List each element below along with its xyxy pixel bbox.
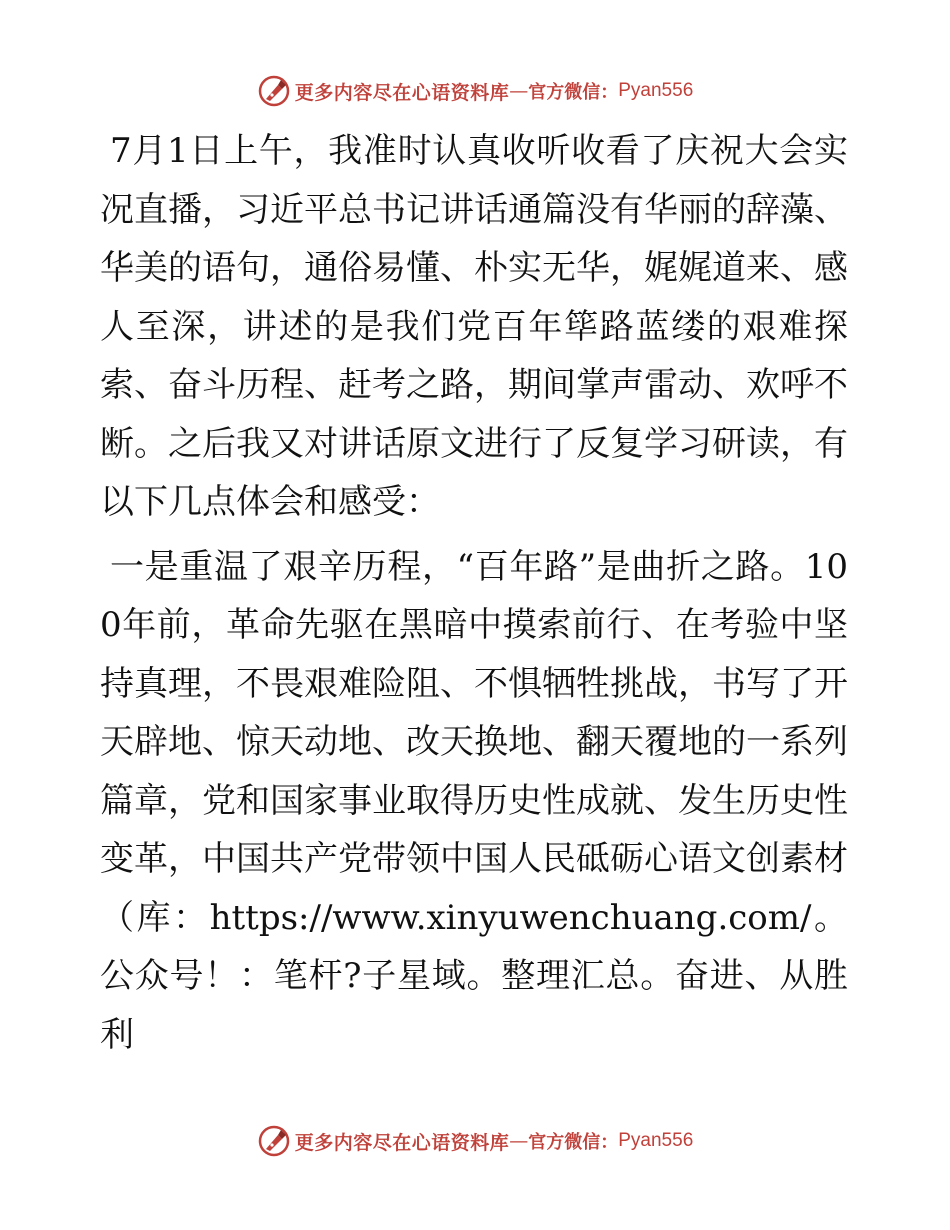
wechat-id: Pyan556	[618, 1130, 694, 1151]
pen-nib-logo-icon	[257, 1124, 291, 1158]
document-body	[100, 122, 848, 1064]
separator-dash: —	[509, 80, 529, 102]
separator-dash: —	[509, 1130, 529, 1152]
site-name: 更多内容尽在心语资料库	[294, 1131, 510, 1154]
wechat-label: 官方微信：	[528, 1132, 619, 1153]
wechat-id: Pyan556	[618, 80, 694, 101]
paragraph-point-one: 一是重温了艰辛历程，“百年路”是曲折之路。100年前，革命先驱在黑暗中摸索前行、在考验中坚持真理，不畏艰难险阻、不惧牺牲挑战，书写了开天辟地、惊天动地、改天换地、翻天覆地的一系列篇章，党和国家事业取得历史性成就、发生历史性变革，中国共产党带领中国人民砥砺心语文创素材（库：https://www.xinyuwenchuang.com/。公众号！：笔杆?子星域。整理汇总。奋进、从胜利	[100, 546, 848, 1055]
header-banner	[0, 71, 950, 111]
wechat-label: 官方微信：	[528, 82, 619, 103]
pen-nib-logo-icon	[257, 74, 291, 108]
footer-banner	[0, 1121, 950, 1161]
paragraph-intro: 7月1日上午，我准时认真收听收看了庆祝大会实况直播，习近平总书记讲话通篇没有华丽的辞藻、华美的语句，通俗易懂、朴实无华，娓娓道来、感人至深，讲述的是我们党百年筚路蓝缕的艰难探索、奋斗历程、赶考之路，期间掌声雷动、欢呼不断。之后我又对讲话原文进行了反复学习研读，有以下几点体会和感受：	[100, 131, 848, 522]
site-name: 更多内容尽在心语资料库	[294, 81, 510, 104]
